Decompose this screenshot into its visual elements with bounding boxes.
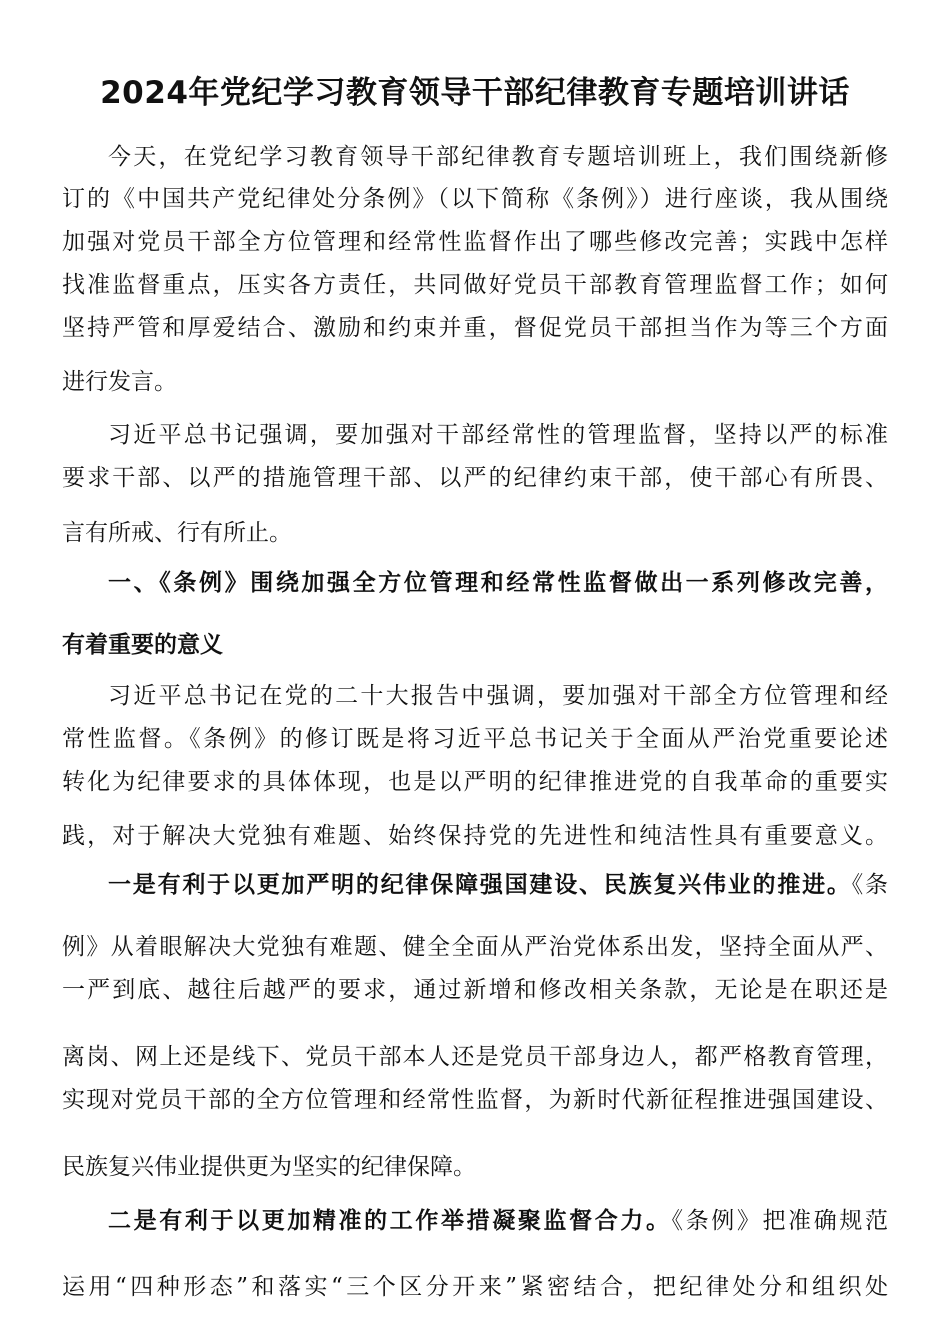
document-title: 2024年党纪学习教育领导干部纪律教育专题培训讲话 <box>100 75 850 111</box>
paragraph-4-line-4: 离岗、网上还是线下、党员干部本人还是党员干部身边人，都严格教育管理， <box>62 1044 888 1070</box>
paragraph-2-line-3: 言有所戒、行有所止。 <box>62 520 292 546</box>
paragraph-4-line-2: 例》从着眼解决大党独有难题、健全全面从严治党体系出发，坚持全面从严、 <box>62 934 888 960</box>
paragraph-5-lead-rest: 《条例》把准确规范 <box>671 1208 888 1234</box>
paragraph-3-line-2: 常性监督。《条例》的修订既是将习近平总书记关于全面从严治党重要论述 <box>62 726 888 752</box>
paragraph-4-line-3: 一严到底、越往后越严的要求，通过新增和修改相关条款，无论是在职还是 <box>62 977 888 1003</box>
paragraph-1-line-2: 订的《中国共产党纪律处分条例》（以下简称《条例》）进行座谈，我从围绕 <box>62 186 888 212</box>
paragraph-1-line-4: 找准监督重点，压实各方责任，共同做好党员干部教育管理监督工作；如何 <box>62 272 888 298</box>
paragraph-1-line-5: 坚持严管和厚爱结合、激励和约束并重，督促党员干部担当作为等三个方面 <box>62 315 888 341</box>
paragraph-2-line-2: 要求干部、以严的措施管理干部、以严的纪律约束干部，使干部心有所畏、 <box>62 465 888 491</box>
paragraph-4-line-6: 民族复兴伟业提供更为坚实的纪律保障。 <box>62 1154 476 1180</box>
paragraph-1-line-3: 加强对党员干部全方位管理和经常性监督作出了哪些修改完善；实践中怎样 <box>62 229 888 255</box>
paragraph-1-line-6: 进行发言。 <box>62 369 177 395</box>
section-heading-line-2: 有着重要的意义 <box>62 632 223 658</box>
paragraph-4-lead-rest: 《条 <box>851 872 888 898</box>
paragraph-3-line-3: 转化为纪律要求的具体体现，也是以严明的纪律推进党的自我革命的重要实 <box>62 769 888 795</box>
paragraph-3-line-1: 习近平总书记在党的二十大报告中强调，要加强对干部全方位管理和经 <box>108 683 888 709</box>
paragraph-5-line-1 <box>108 1204 888 1238</box>
paragraph-4-line-1 <box>108 868 888 902</box>
paragraph-3-line-4: 践，对于解决大党独有难题、始终保持党的先进性和纯洁性具有重要意义。 <box>62 823 888 849</box>
paragraph-1-line-1: 今天，在党纪学习教育领导干部纪律教育专题培训班上，我们围绕新修 <box>108 144 888 170</box>
paragraph-5-line-2: 运用“四种形态”和落实“三个区分开来”紧密结合，把纪律处分和组织处 <box>62 1274 888 1300</box>
section-heading-line-1: 一、《条例》围绕加强全方位管理和经常性监督做出一系列修改完善， <box>108 570 888 596</box>
paragraph-2-line-1: 习近平总书记强调，要加强对干部经常性的管理监督，坚持以严的标准 <box>108 422 888 448</box>
paragraph-5-lead-bold: 二是有利于以更加精准的工作举措凝聚监督合力。 <box>108 1208 672 1234</box>
paragraph-4-line-5: 实现对党员干部的全方位管理和经常性监督，为新时代新征程推进强国建设、 <box>62 1087 888 1113</box>
paragraph-4-lead-bold: 一是有利于以更加严明的纪律保障强国建设、民族复兴伟业的推进。 <box>108 872 852 898</box>
